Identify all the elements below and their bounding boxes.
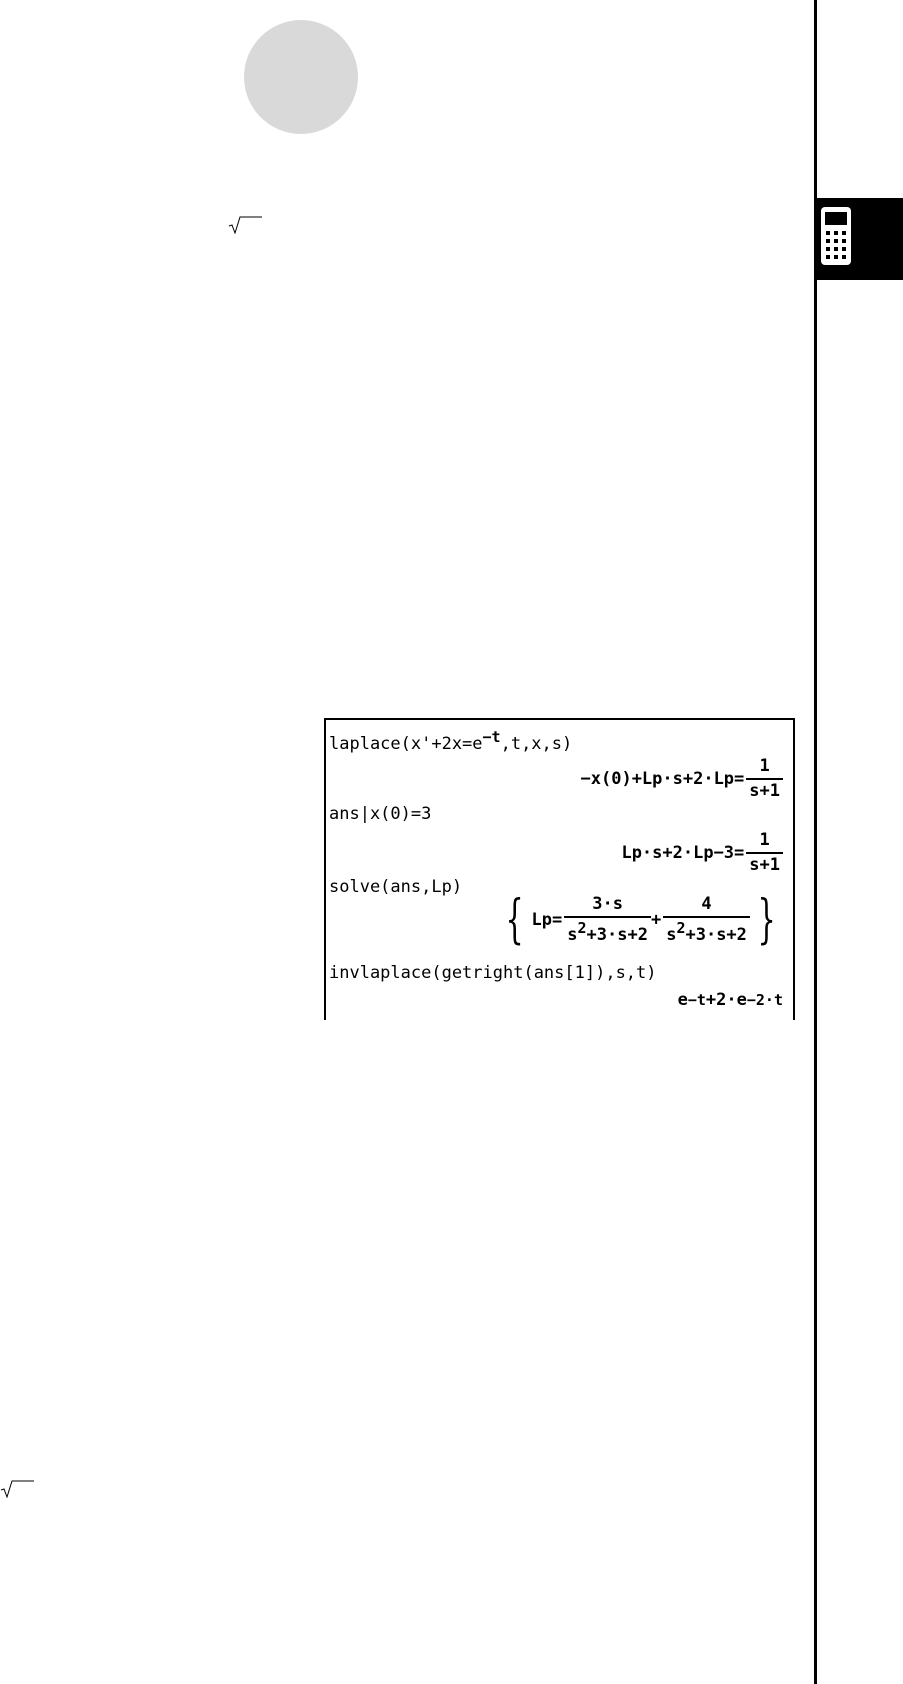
fraction-numerator: 3·s xyxy=(592,894,623,914)
output-line-1 xyxy=(581,758,783,800)
output-line-3 xyxy=(498,890,783,950)
output-base: e xyxy=(677,990,688,1010)
fraction-bar xyxy=(663,916,750,918)
input-text-tail: ,t,x,s) xyxy=(500,734,573,754)
input-text: ans|x(0)=3 xyxy=(329,804,432,824)
sqrt-symbol-top xyxy=(228,216,262,234)
output-fraction-2 xyxy=(663,896,750,944)
denominator-tail: +3·s+2 xyxy=(685,925,747,945)
fraction-denominator xyxy=(663,921,750,944)
input-text: solve(ans,Lp) xyxy=(329,877,463,897)
input-exponent: −t xyxy=(482,728,501,746)
right-brace: } xyxy=(757,890,776,950)
fraction-denominator: s+1 xyxy=(749,855,780,875)
output-line-4 xyxy=(678,992,783,1009)
sqrt-symbol-bottom xyxy=(0,1480,34,1498)
fraction-numerator: 1 xyxy=(759,756,770,776)
fraction-numerator: 4 xyxy=(701,894,712,914)
denominator-tail: +3·s+2 xyxy=(586,925,648,945)
fraction-numerator: 1 xyxy=(759,830,770,850)
output-line-2 xyxy=(621,832,783,874)
output-expression: −x(0)+Lp·s+2·Lp= xyxy=(580,768,745,789)
section-marker-circle xyxy=(244,20,358,134)
input-text: laplace(x'+2x=e xyxy=(329,734,483,754)
denominator-exponent: 2 xyxy=(577,919,587,937)
denominator-base: s xyxy=(666,925,677,945)
fraction-denominator xyxy=(564,921,651,944)
chapter-tab xyxy=(814,198,903,280)
output-fraction xyxy=(746,758,783,800)
left-brace: { xyxy=(505,890,525,950)
input-line-4 xyxy=(329,965,657,982)
input-line-3 xyxy=(329,879,462,896)
output-expression: Lp·s+2·Lp−3= xyxy=(621,842,745,863)
plus-sign: + xyxy=(650,909,662,930)
input-line-1 xyxy=(329,730,572,753)
output-expression: Lp= xyxy=(531,909,563,930)
calculator-screen xyxy=(324,718,795,1020)
fraction-bar xyxy=(746,852,783,854)
fraction-bar xyxy=(746,778,783,780)
output-fraction-1 xyxy=(564,896,651,944)
input-text: invlaplace(getright(ans[1]),s,t) xyxy=(329,963,657,983)
output-exponent: −2·t xyxy=(746,991,783,1009)
fraction-denominator: s+1 xyxy=(749,781,780,801)
output-fraction xyxy=(746,832,783,874)
output-expression: +2·e xyxy=(705,990,747,1010)
fraction-bar xyxy=(564,916,651,918)
output-exponent: −t xyxy=(687,991,706,1009)
calculator-icon xyxy=(820,206,852,266)
input-line-2 xyxy=(329,806,431,823)
denominator-base: s xyxy=(567,925,578,945)
denominator-exponent: 2 xyxy=(676,919,686,937)
